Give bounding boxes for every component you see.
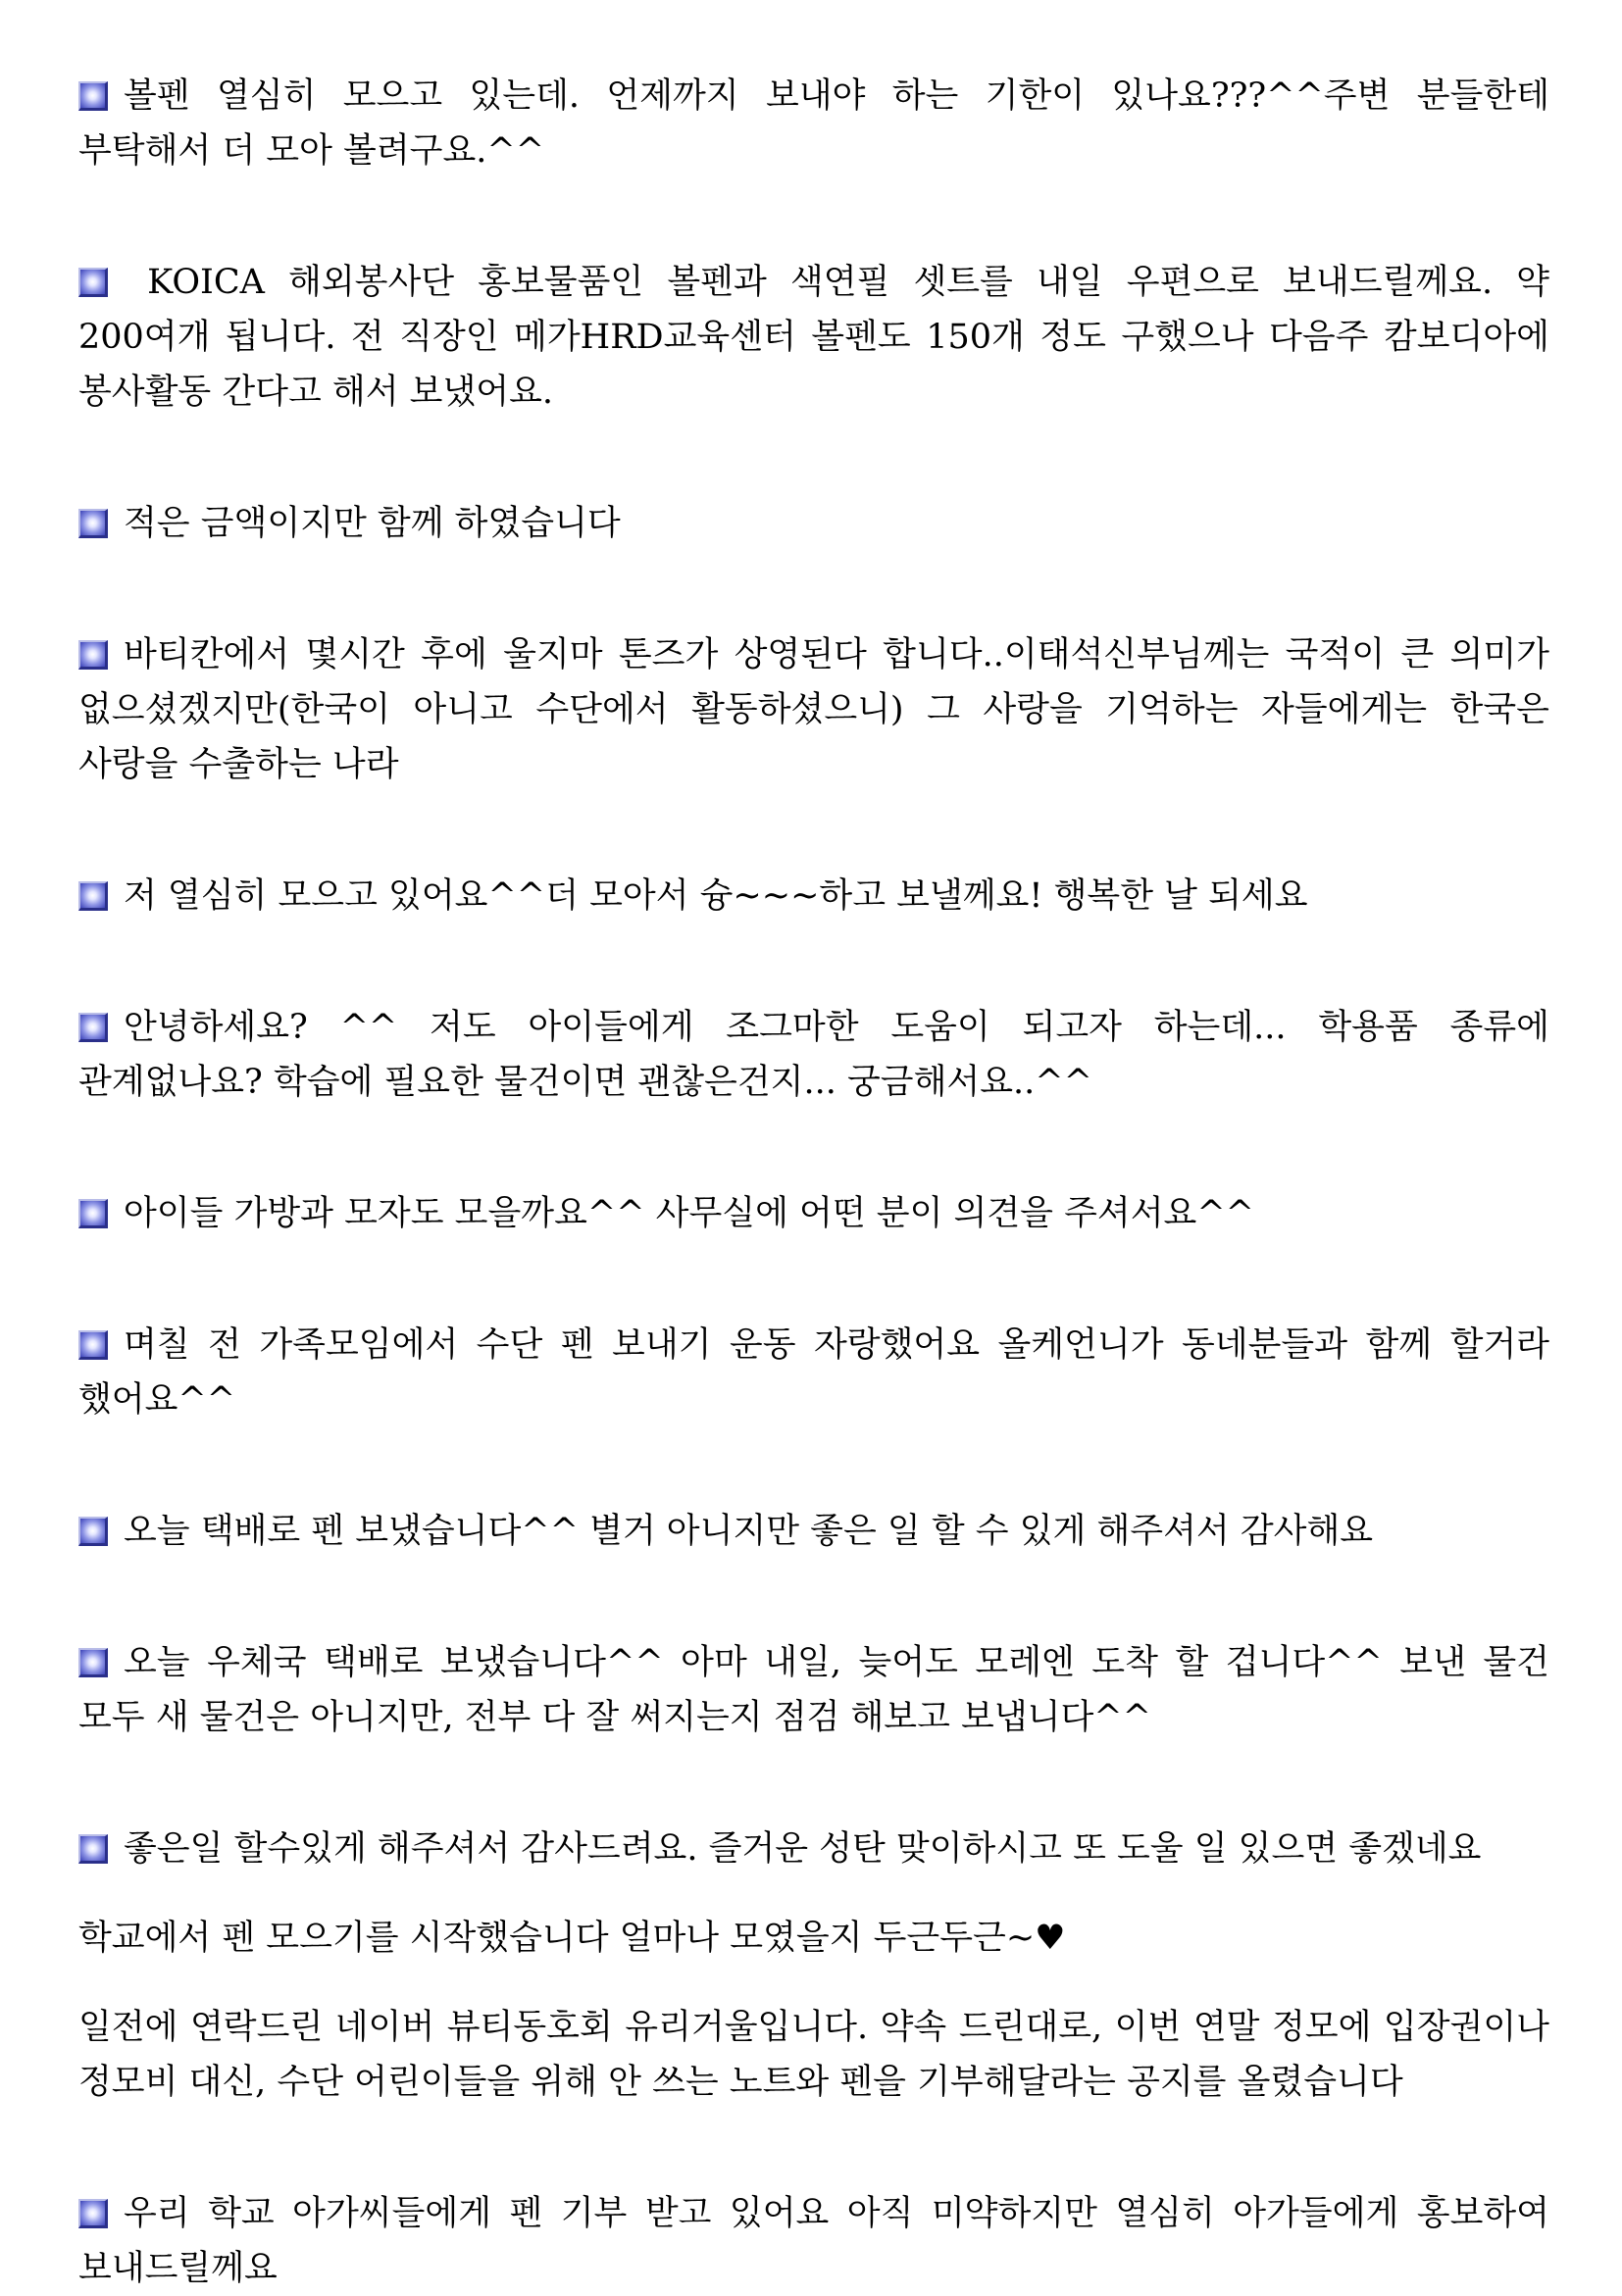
comment-entry xyxy=(78,2000,1549,2110)
comment-text: 아이들 가방과 모자도 모을까요^^ 사무실에 어떤 분이 의견을 주셔서요^^ xyxy=(124,1194,1254,1233)
comment-text: 안녕하세요? ^^ 저도 아이들에게 조그마한 도움이 되고자 하는데... 학용품 종류에 관계없나요? 학습에 필요한 물건이면 괜찮은건지... 궁금해서요..^^ xyxy=(78,1008,1549,1102)
comment-text: KOICA 해외봉사단 홍보물품인 볼펜과 색연필 셋트를 내일 우편으로 보내드릴께요. 약 200여개 됩니다. 전 직장인 메가HRD교육센터 볼펜도 150개 정도 구했으나 다음주 캄보디아에 봉사활동 간다고 해서 보냈어요. xyxy=(78,263,1549,412)
comment-entry xyxy=(78,869,1549,923)
comment-text: 오늘 택배로 펜 보냈습니다^^ 별거 아니지만 좋은 일 할 수 있게 해주셔서 감사해요 xyxy=(124,1512,1374,1551)
comment-entry xyxy=(78,1635,1549,1745)
comment-text: 적은 금액이지만 함께 하였습니다 xyxy=(124,504,621,543)
comment-entry xyxy=(78,1822,1549,1876)
square-bullet-icon xyxy=(78,2199,108,2228)
document-page xyxy=(78,69,1549,2296)
comment-text: 우리 학교 아가씨들에게 펜 기부 받고 있어요 아직 미약하지만 열심히 아가들에게 홍보하여 보내드릴께요 xyxy=(78,2194,1549,2288)
square-bullet-icon xyxy=(78,1648,108,1677)
square-bullet-icon xyxy=(78,1013,108,1042)
comment-text: 며칠 전 가족모임에서 수단 펜 보내기 운동 자랑했어요 올케언니가 동네분들과 함께 할거라 했어요^^ xyxy=(78,1325,1549,1420)
comment-entry xyxy=(78,1186,1549,1241)
comment-entry xyxy=(78,69,1549,178)
heart-icon: ♥ xyxy=(1035,1919,1066,1958)
square-bullet-icon xyxy=(78,268,108,297)
square-bullet-icon xyxy=(78,509,108,538)
comment-text: 학교에서 펜 모으기를 시작했습니다 얼마나 모였을지 두근두근~ xyxy=(78,1919,1036,1958)
square-bullet-icon xyxy=(78,1517,108,1546)
comment-text: 저 열심히 모으고 있어요^^더 모아서 슝~~~하고 보낼께요! 행복한 날 되세요 xyxy=(124,876,1308,916)
comment-entry xyxy=(78,627,1549,792)
comment-entry xyxy=(78,1911,1549,1966)
comment-entry xyxy=(78,1504,1549,1559)
comment-text: 일전에 연락드린 네이버 뷰티동호회 유리거울입니다. 약속 드린대로, 이번 연말 정모에 입장권이나 정모비 대신, 수단 어린이들을 위해 안 쓰는 노트와 펜을 기부해달라는 공지를 올렸습니다 xyxy=(78,2008,1549,2102)
square-bullet-icon xyxy=(78,1834,108,1864)
comment-text: 바티칸에서 몇시간 후에 울지마 톤즈가 상영된다 합니다..이태석신부님께는 국적이 큰 의미가 없으셨겠지만(한국이 아니고 수단에서 활동하셨으니) 그 사랑을 기억하는 자들에게는 한국은 사랑을 수출하는 나라 xyxy=(78,635,1549,784)
square-bullet-icon xyxy=(78,1330,108,1360)
comment-entry xyxy=(78,1318,1549,1427)
comment-entry xyxy=(78,496,1549,551)
square-bullet-icon xyxy=(78,881,108,911)
comment-text: 볼펜 열심히 모으고 있는데. 언제까지 보내야 하는 기한이 있나요???^^주변 분들한테 부탁해서 더 모아 볼려구요.^^ xyxy=(78,76,1549,171)
comment-entry xyxy=(78,255,1549,420)
comment-entry xyxy=(78,1000,1549,1110)
square-bullet-icon xyxy=(78,1199,108,1228)
square-bullet-icon xyxy=(78,640,108,670)
comment-entry xyxy=(78,2186,1549,2296)
comment-text: 좋은일 할수있게 해주셔서 감사드려요. 즐거운 성탄 맞이하시고 또 도울 일 있으면 좋겠네요 xyxy=(124,1829,1482,1869)
square-bullet-icon xyxy=(78,81,108,111)
comment-text: 오늘 우체국 택배로 보냈습니다^^ 아마 내일, 늦어도 모레엔 도착 할 겁니다^^ 보낸 물건 모두 새 물건은 아니지만, 전부 다 잘 써지는지 점검 해보고 보냅니다^^ xyxy=(78,1643,1549,1737)
